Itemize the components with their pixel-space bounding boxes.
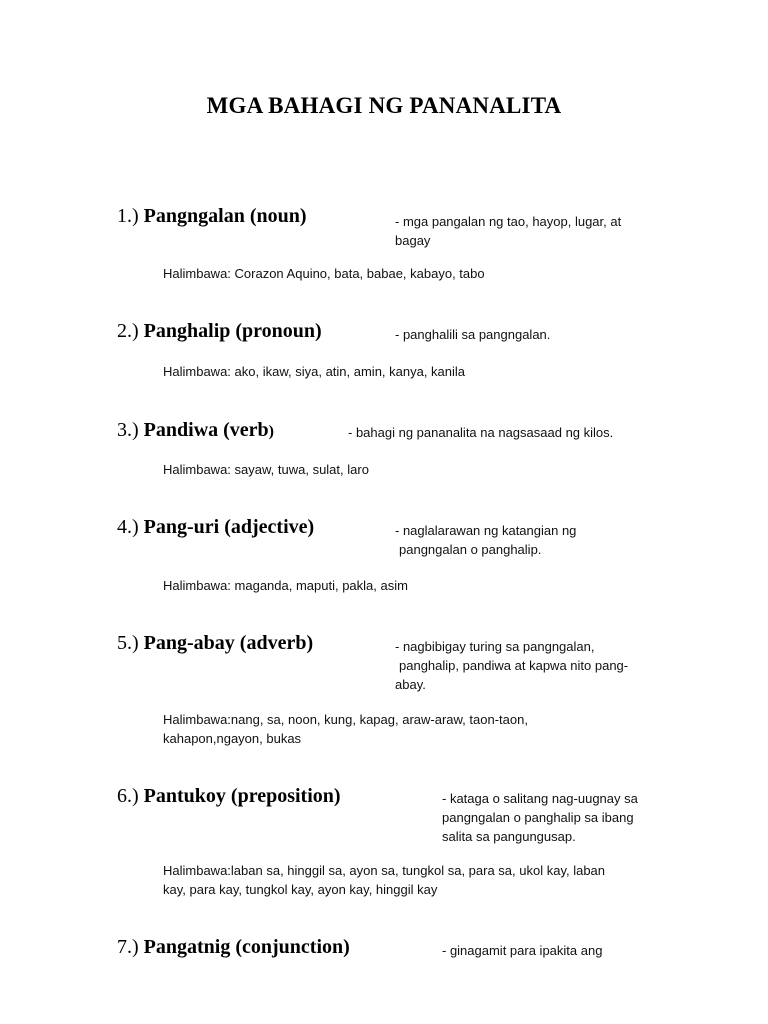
section-heading-1 <box>117 205 307 228</box>
section-example-1 <box>163 264 485 283</box>
section-term: Pang-abay (adverb) <box>143 632 314 654</box>
example-line: kay, para kay, tungkol kay, ayon kay, hinggil kay <box>163 882 438 897</box>
section-heading-7 <box>117 936 350 959</box>
definition-line: pangngalan o panghalip. <box>399 542 542 557</box>
example-line: Halimbawa:nang, sa, noon, kung, kapag, araw-araw, taon-taon, <box>163 712 528 727</box>
definition-line: - kataga o salitang nag-uugnay sa <box>442 791 638 806</box>
definition-line: - naglalarawan ng katangian ng <box>395 523 577 538</box>
section-example-3 <box>163 460 369 479</box>
definition-line: bagay <box>395 233 431 248</box>
definition-line: - nagbibigay turing sa pangngalan, <box>395 639 595 654</box>
section-number: 5.) <box>117 632 139 654</box>
section-definition-3 <box>348 423 613 442</box>
section-term-tail: ) <box>268 423 274 440</box>
section-definition-2 <box>395 325 550 344</box>
section-definition-6 <box>442 789 638 846</box>
example-line: Halimbawa: Corazon Aquino, bata, babae, kabayo, tabo <box>163 266 485 281</box>
definition-line: panghalip, pandiwa at kapwa nito pang- <box>399 658 629 673</box>
section-number: 1.) <box>117 205 139 227</box>
section-definition-7 <box>442 941 602 960</box>
section-heading-5 <box>117 632 313 655</box>
section-term: Panghalip (pronoun) <box>143 320 322 342</box>
definition-line: - mga pangalan ng tao, hayop, lugar, at <box>395 214 622 229</box>
section-heading-6 <box>117 785 341 808</box>
definition-line: salita sa pangungusap. <box>442 829 576 844</box>
example-line: Halimbawa: maganda, maputi, pakla, asim <box>163 578 408 593</box>
section-number: 3.) <box>117 419 139 441</box>
section-example-5 <box>163 710 528 748</box>
section-example-2 <box>163 362 465 381</box>
section-term: Pang-uri (adjective) <box>143 516 315 538</box>
section-heading-2 <box>117 320 322 343</box>
example-line: Halimbawa: sayaw, tuwa, sulat, laro <box>163 462 369 477</box>
section-number: 2.) <box>117 320 139 342</box>
section-number: 6.) <box>117 785 139 807</box>
section-heading-3 <box>117 419 274 442</box>
section-definition-1 <box>395 212 621 250</box>
section-number: 4.) <box>117 516 139 538</box>
section-example-4 <box>163 576 408 595</box>
example-line: Halimbawa: ako, ikaw, siya, atin, amin, kanya, kanila <box>163 364 466 379</box>
definition-line: - panghalili sa pangngalan. <box>395 327 551 342</box>
definition-line: - bahagi ng pananalita na nagsasaad ng kilos. <box>348 425 614 440</box>
section-number: 7.) <box>117 936 139 958</box>
section-term: Pangatnig (conjunction) <box>143 936 350 958</box>
page-title: MGA BAHAGI NG PANANALITA <box>206 93 562 118</box>
section-term: Pangngalan (noun) <box>143 205 307 227</box>
definition-line: pangngalan o panghalip sa ibang <box>442 810 634 825</box>
section-definition-4 <box>395 521 576 559</box>
section-definition-5 <box>395 637 628 694</box>
example-line: Halimbawa:laban sa, hinggil sa, ayon sa, tungkol sa, para sa, ukol kay, laban <box>163 863 606 878</box>
section-term: Pandiwa (verb <box>143 419 269 441</box>
example-line: kahapon,ngayon, bukas <box>163 731 302 746</box>
section-heading-4 <box>117 516 314 539</box>
definition-line: abay. <box>395 677 426 692</box>
section-term: Pantukoy (preposition) <box>143 785 341 807</box>
definition-line: - ginagamit para ipakita ang <box>442 943 603 958</box>
section-example-6 <box>163 861 605 899</box>
